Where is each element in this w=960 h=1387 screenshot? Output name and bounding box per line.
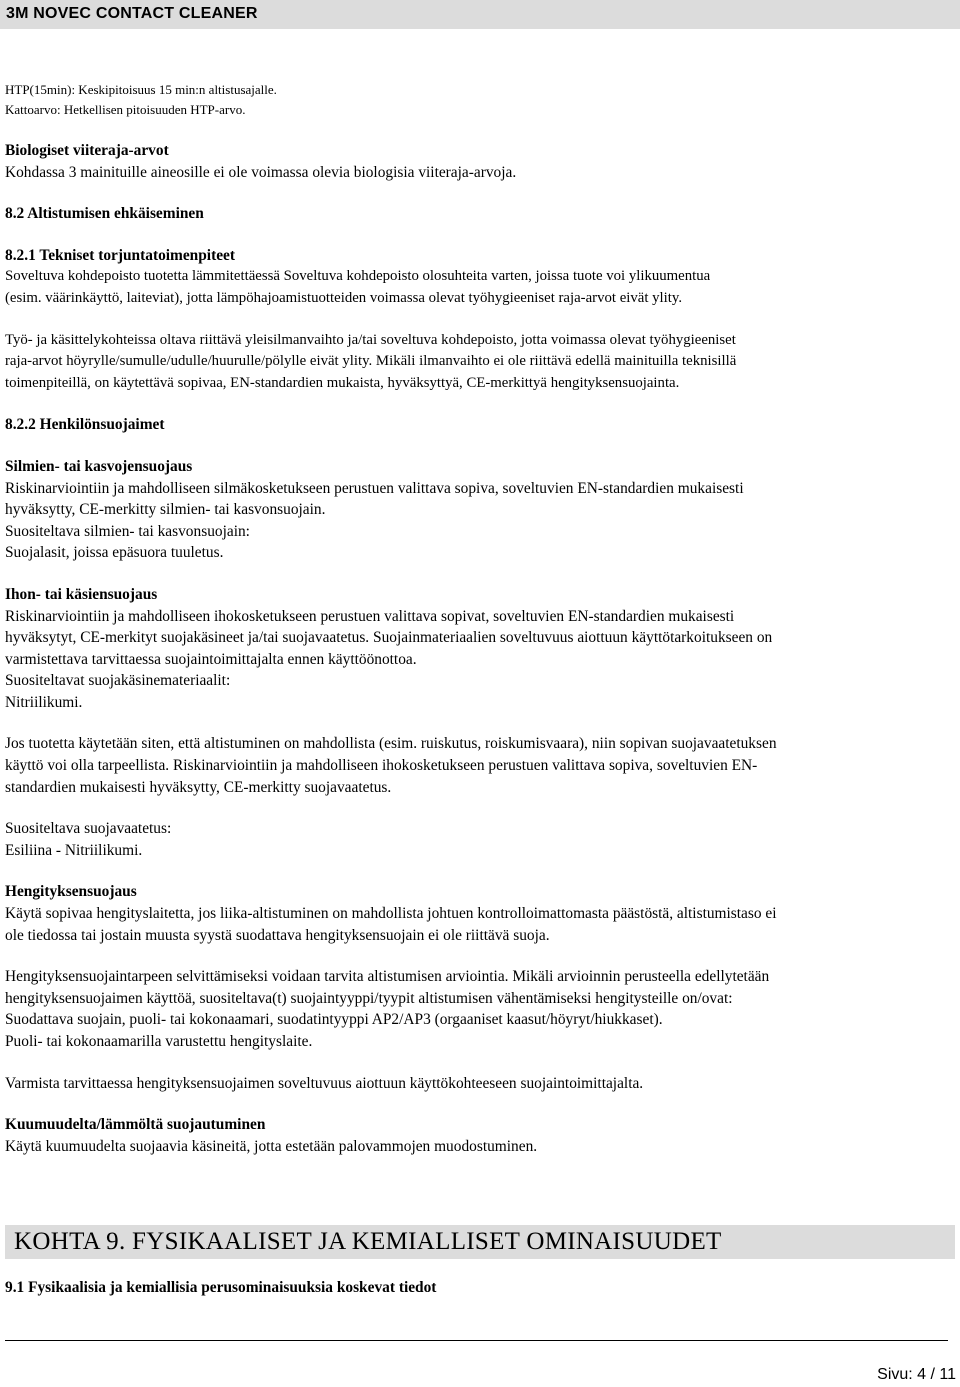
apparel-line: Esiliina - Nitriilikumi. [5, 841, 143, 859]
section-8-2-1-line: Soveltuva kohdepoisto tuotetta lämmitettäessä Soveltuva kohdepoisto olosuhteita varten, joissa tuote voi ylikuumentua [5, 268, 711, 285]
document-header [0, 0, 960, 29]
page-number: Sivu: 4 / 11 [877, 1366, 956, 1383]
respiratory-line: Käytä sopivaa hengityslaitetta, jos liika-altistuminen on mahdollista johtuen kontrolloimattomasta päästöstä, altistumistaso ei [5, 905, 777, 923]
section-9-1-heading: 9.1 Fysikaalisia ja kemiallisia perusominaisuuksia koskevat tiedot [5, 1279, 437, 1296]
ventilation-line: raja-arvot höyrylle/sumulle/udulle/huurulle/pölylle eivät ylity. Mikäli ilmanvaihto ei ole riittävä edellä mainituilla teknisillä [5, 353, 737, 370]
skin-protection-line: Suositeltavat suojakäsinemateriaalit: [5, 672, 231, 690]
skin-protection-heading: Ihon- tai käsiensuojaus [5, 585, 158, 603]
bio-limits-heading: Biologiset viiteraja-arvot [5, 142, 169, 159]
ventilation-line: Työ- ja käsittelykohteissa oltava riittävä yleisilmanvaihto ja/tai soveltuva kohdepoisto, jotta voimassa olevat työhygieeniset [5, 331, 736, 348]
eye-protection-line: hyväksytty, CE-merkitty silmien- tai kasvonsuojain. [5, 501, 326, 519]
footer-divider [5, 1340, 948, 1341]
skin-protection-line: Riskinarviointiin ja mahdolliseen ihokosketukseen perustuen valittava sopivat, soveltuvien EN-standardien mukaisesti [5, 607, 735, 625]
respiratory-verify-line: Varmista tarvittaessa hengityksensuojaimen soveltuvuus aiottuun käyttökohteeseen suojaintoimittajalta. [5, 1074, 644, 1092]
apparel-line: Suositeltava suojavaatetus: [5, 820, 172, 838]
respiratory-assessment-line: Puoli- tai kokonaamarilla varustettu hengityslaite. [5, 1033, 313, 1050]
section-9-title: KOHTA 9. FYSIKAALISET JA KEMIALLISET OMINAISUUDET [14, 1228, 722, 1255]
bio-limits-text: Kohdassa 3 mainituille aineosille ei ole voimassa olevia biologisia viiteraja-arvoja. [5, 163, 517, 181]
document-body [5, 80, 953, 1157]
section-8-2-1-line: (esim. väärinkäyttö, laiteviat), jotta lämpöhajoamistuotteiden voimassa olevat työhygieeniset raja-arvot eivät ylity. [5, 289, 683, 306]
skin-protection-line: varmistettava tarvittaessa suojaintoimittajalta ennen käyttöönottoa. [5, 650, 417, 668]
eye-protection-heading: Silmien- tai kasvojensuojaus [5, 457, 193, 475]
section-8-2-1-heading: 8.2.1 Tekniset torjuntatoimenpiteet [5, 246, 235, 264]
ventilation-line: toimenpiteillä, on käytettävä sopivaa, EN-standardien mukaista, hyväksyttyä, CE-merkittyä hengityksensuojainta. [5, 374, 680, 391]
section-8-2-2-heading: 8.2.2 Henkilönsuojaimet [5, 416, 165, 434]
eye-protection-line: Suojalasit, joissa epäsuora tuuletus. [5, 544, 224, 562]
respiratory-heading: Hengityksensuojaus [5, 883, 137, 901]
respiratory-assessment-line: Hengityksensuojaintarpeen selvittämiseksi voidaan tarvita altistumisen arviointia. Mikäli arvioinnin perusteella edellytetään [5, 968, 770, 986]
respiratory-line: ole tiedossa tai jostain muusta syystä suodattava hengityksensuojain ei ole riittävä suoja. [5, 926, 550, 944]
thermal-protection-text: Käytä kuumuudelta suojaavia käsineitä, jotta estetään palovammojen muodostuminen. [5, 1137, 538, 1155]
respiratory-assessment-line: hengityksensuojaimen käyttöä, suositeltava(t) suojaintyyppi/tyypit altistumisen vähentämiseksi hengitysteille on/ovat: [5, 989, 733, 1007]
section-9-banner [5, 1225, 955, 1259]
abbreviation-kattoarvo: Kattoarvo: Hetkellisen pitoisuuden HTP-arvo. [5, 102, 246, 117]
abbreviation-htp: HTP(15min): Keskipitoisuus 15 min:n altistusajalle. [5, 82, 277, 97]
eye-protection-line: Riskinarviointiin ja mahdolliseen silmäkosketukseen perustuen valittava sopiva, soveltuvien EN-standardien mukaisesti [5, 479, 744, 497]
skin-protection-line: Nitriilikumi. [5, 693, 83, 711]
skin-protection-line: hyväksytyt, CE-merkityt suojakäsineet ja/tai suojavaatetus. Suojainmateriaalien soveltuvuus aiottuun käyttötarkoitukseen on [5, 629, 773, 647]
respiratory-assessment-line: Suodattava suojain, puoli- tai kokonaamari, suodatintyyppi AP2/AP3 (orgaaniset kaasut/höyryt/hiukkaset). [5, 1011, 663, 1029]
section-8-2-heading: 8.2 Altistumisen ehkäiseminen [5, 205, 204, 223]
exposure-line: käyttö voi olla tarpeellista. Riskinarviointiin ja mahdolliseen ihokosketukseen perustuen valittava sopiva, soveltuvien EN- [5, 757, 758, 775]
exposure-line: Jos tuotetta käytetään siten, että altistuminen on mahdollista (esim. ruiskutus, roiskumisvaara), niin sopivan suojavaatetuksen [5, 735, 777, 753]
exposure-line: standardien mukaisesti hyväksytty, CE-merkitty suojavaatetus. [5, 778, 392, 796]
thermal-protection-heading: Kuumuudelta/lämmöltä suojautuminen [5, 1116, 266, 1134]
eye-protection-line: Suositeltava silmien- tai kasvonsuojain: [5, 522, 250, 540]
product-title: 3M NOVEC CONTACT CLEANER [6, 5, 258, 22]
